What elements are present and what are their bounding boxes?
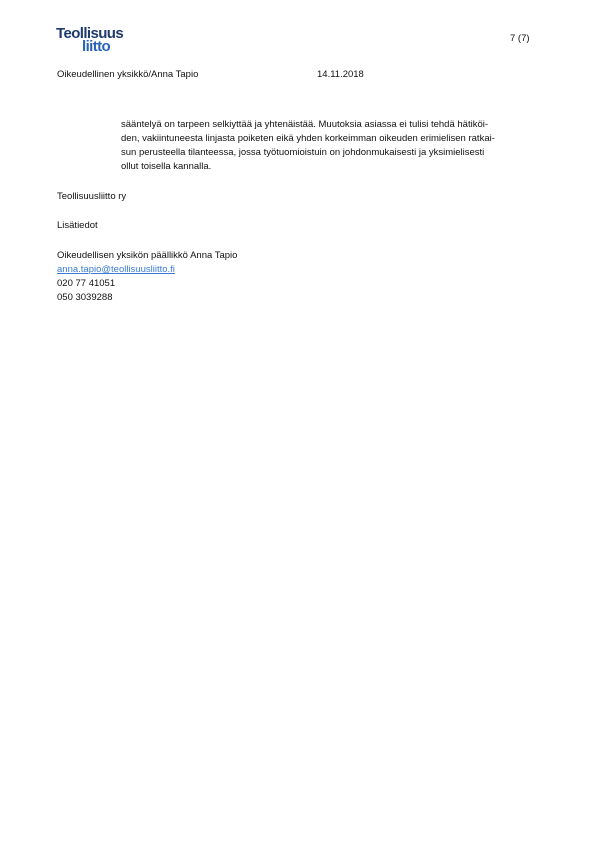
teollisuusliitto-logo [56, 27, 132, 55]
body-paragraph [121, 118, 561, 174]
contact-title: Oikeudellisen yksikön päällikkö Anna Tapio [57, 250, 238, 261]
header-date: 14.11.2018 [317, 69, 364, 80]
logo-line-1: Teollisuus [56, 25, 124, 42]
additional-info-heading: Lisätiedot [57, 220, 98, 231]
body-line: sun perusteella tilanteessa, jossa työtuomioistuin on johdonmukaisesti ja yksimielisesti [121, 147, 485, 158]
contact-phone-1: 020 77 41051 [57, 278, 116, 289]
body-line: ollut toisella kannalla. [121, 161, 212, 172]
contact-block [57, 249, 237, 305]
contact-phone-2: 050 3039288 [57, 292, 113, 303]
header-unit-author: Oikeudellinen yksikkö/Anna Tapio [57, 69, 199, 80]
contact-email-link[interactable]: anna.tapio@teollisuusliitto.fi [57, 264, 175, 275]
logo-line-2: liitto [82, 38, 111, 55]
signature-organization: Teollisuusliitto ry [57, 191, 127, 202]
body-line: den, vakiintuneesta linjasta poiketen eikä yhden korkeimman oikeuden erimielisen ratkai- [121, 133, 495, 144]
page-number: 7 (7) [510, 33, 530, 44]
body-line: sääntelyä on tarpeen selkiyttää ja yhtenäistää. Muutoksia asiassa ei tulisi tehdä hätiköi- [121, 119, 489, 130]
